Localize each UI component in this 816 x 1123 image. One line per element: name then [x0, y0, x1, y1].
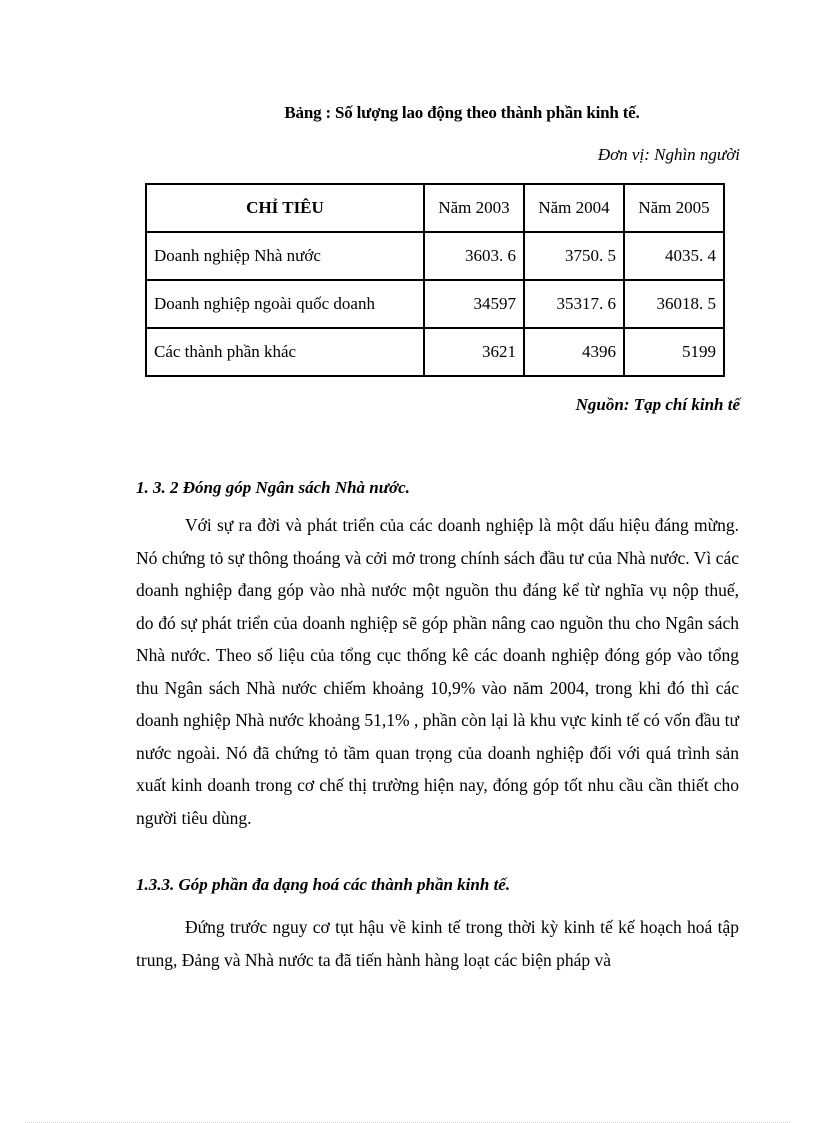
labor-table: [145, 183, 725, 377]
cell-2004: 4396: [524, 328, 624, 376]
cell-2005: 4035. 4: [624, 232, 724, 280]
unit-label: Đơn vị: Nghìn người: [597, 145, 740, 164]
row-label: Doanh nghiệp ngoài quốc doanh: [146, 280, 424, 328]
table-row: [146, 328, 724, 376]
header-year-2003: Năm 2003: [424, 184, 524, 232]
row-label: Doanh nghiệp Nhà nước: [146, 232, 424, 280]
table-row: [146, 232, 724, 280]
section-paragraph-budget: Với sự ra đời và phát triển của các doanh nghiệp là một dấu hiệu đáng mừng. Nó chứng tỏ sự thông thoáng và cởi mở trong chính sách đầu tư của Nhà nước. Vì các doanh nghiệp đang góp vào nhà nước một nguồn thu đáng kể từ nghĩa vụ nộp thuế, do đó sự phát triển của doanh nghiệp sẽ góp phần nâng cao nguồn thu cho Ngân sách Nhà nước. Theo số liệu của tổng cục thống kê các doanh nghiệp đóng góp vào tổng thu Ngân sách Nhà nước chiếm khoảng 10,9% vào năm 2004, trong khi đó thì các doanh nghiệp Nhà nước khoảng 51,1% , phần còn lại là khu vực kinh tế có vốn đầu tư nước ngoài. Nó đã chứng tỏ tầm quan trọng của doanh nghiệp đối với quá trình sản xuất kinh doanh trong cơ chế thị trường hiện nay, đóng góp tốt nhu cầu cần thiết cho người tiêu dùng.: [136, 515, 739, 828]
cell-2005: 36018. 5: [624, 280, 724, 328]
cell-2003: 3621: [424, 328, 524, 376]
section-heading-diversify: 1.3.3. Góp phần đa dạng hoá các thành phần kinh tế.: [136, 875, 511, 894]
section-paragraph-diversify: Đứng trước nguy cơ tụt hậu về kinh tế trong thời kỳ kinh tế kế hoạch hoá tập trung, Đảng và Nhà nước ta đã tiến hành hàng loạt các biện pháp và: [136, 917, 739, 970]
header-year-2004: Năm 2004: [524, 184, 624, 232]
cell-2003: 34597: [424, 280, 524, 328]
header-indicator: CHỈ TIÊU: [146, 184, 424, 232]
table-title: Bảng : Số lượng lao động theo thành phần kinh tế.: [284, 103, 640, 122]
table-row: [146, 280, 724, 328]
cell-2003: 3603. 6: [424, 232, 524, 280]
table-source: Nguồn: Tạp chí kinh tế: [575, 395, 740, 414]
cell-2004: 35317. 6: [524, 280, 624, 328]
section-heading-budget: 1. 3. 2 Đóng góp Ngân sách Nhà nước.: [136, 478, 410, 497]
header-year-2005: Năm 2005: [624, 184, 724, 232]
cell-2004: 3750. 5: [524, 232, 624, 280]
table-header-row: [146, 184, 724, 232]
row-label: Các thành phần khác: [146, 328, 424, 376]
cell-2005: 5199: [624, 328, 724, 376]
